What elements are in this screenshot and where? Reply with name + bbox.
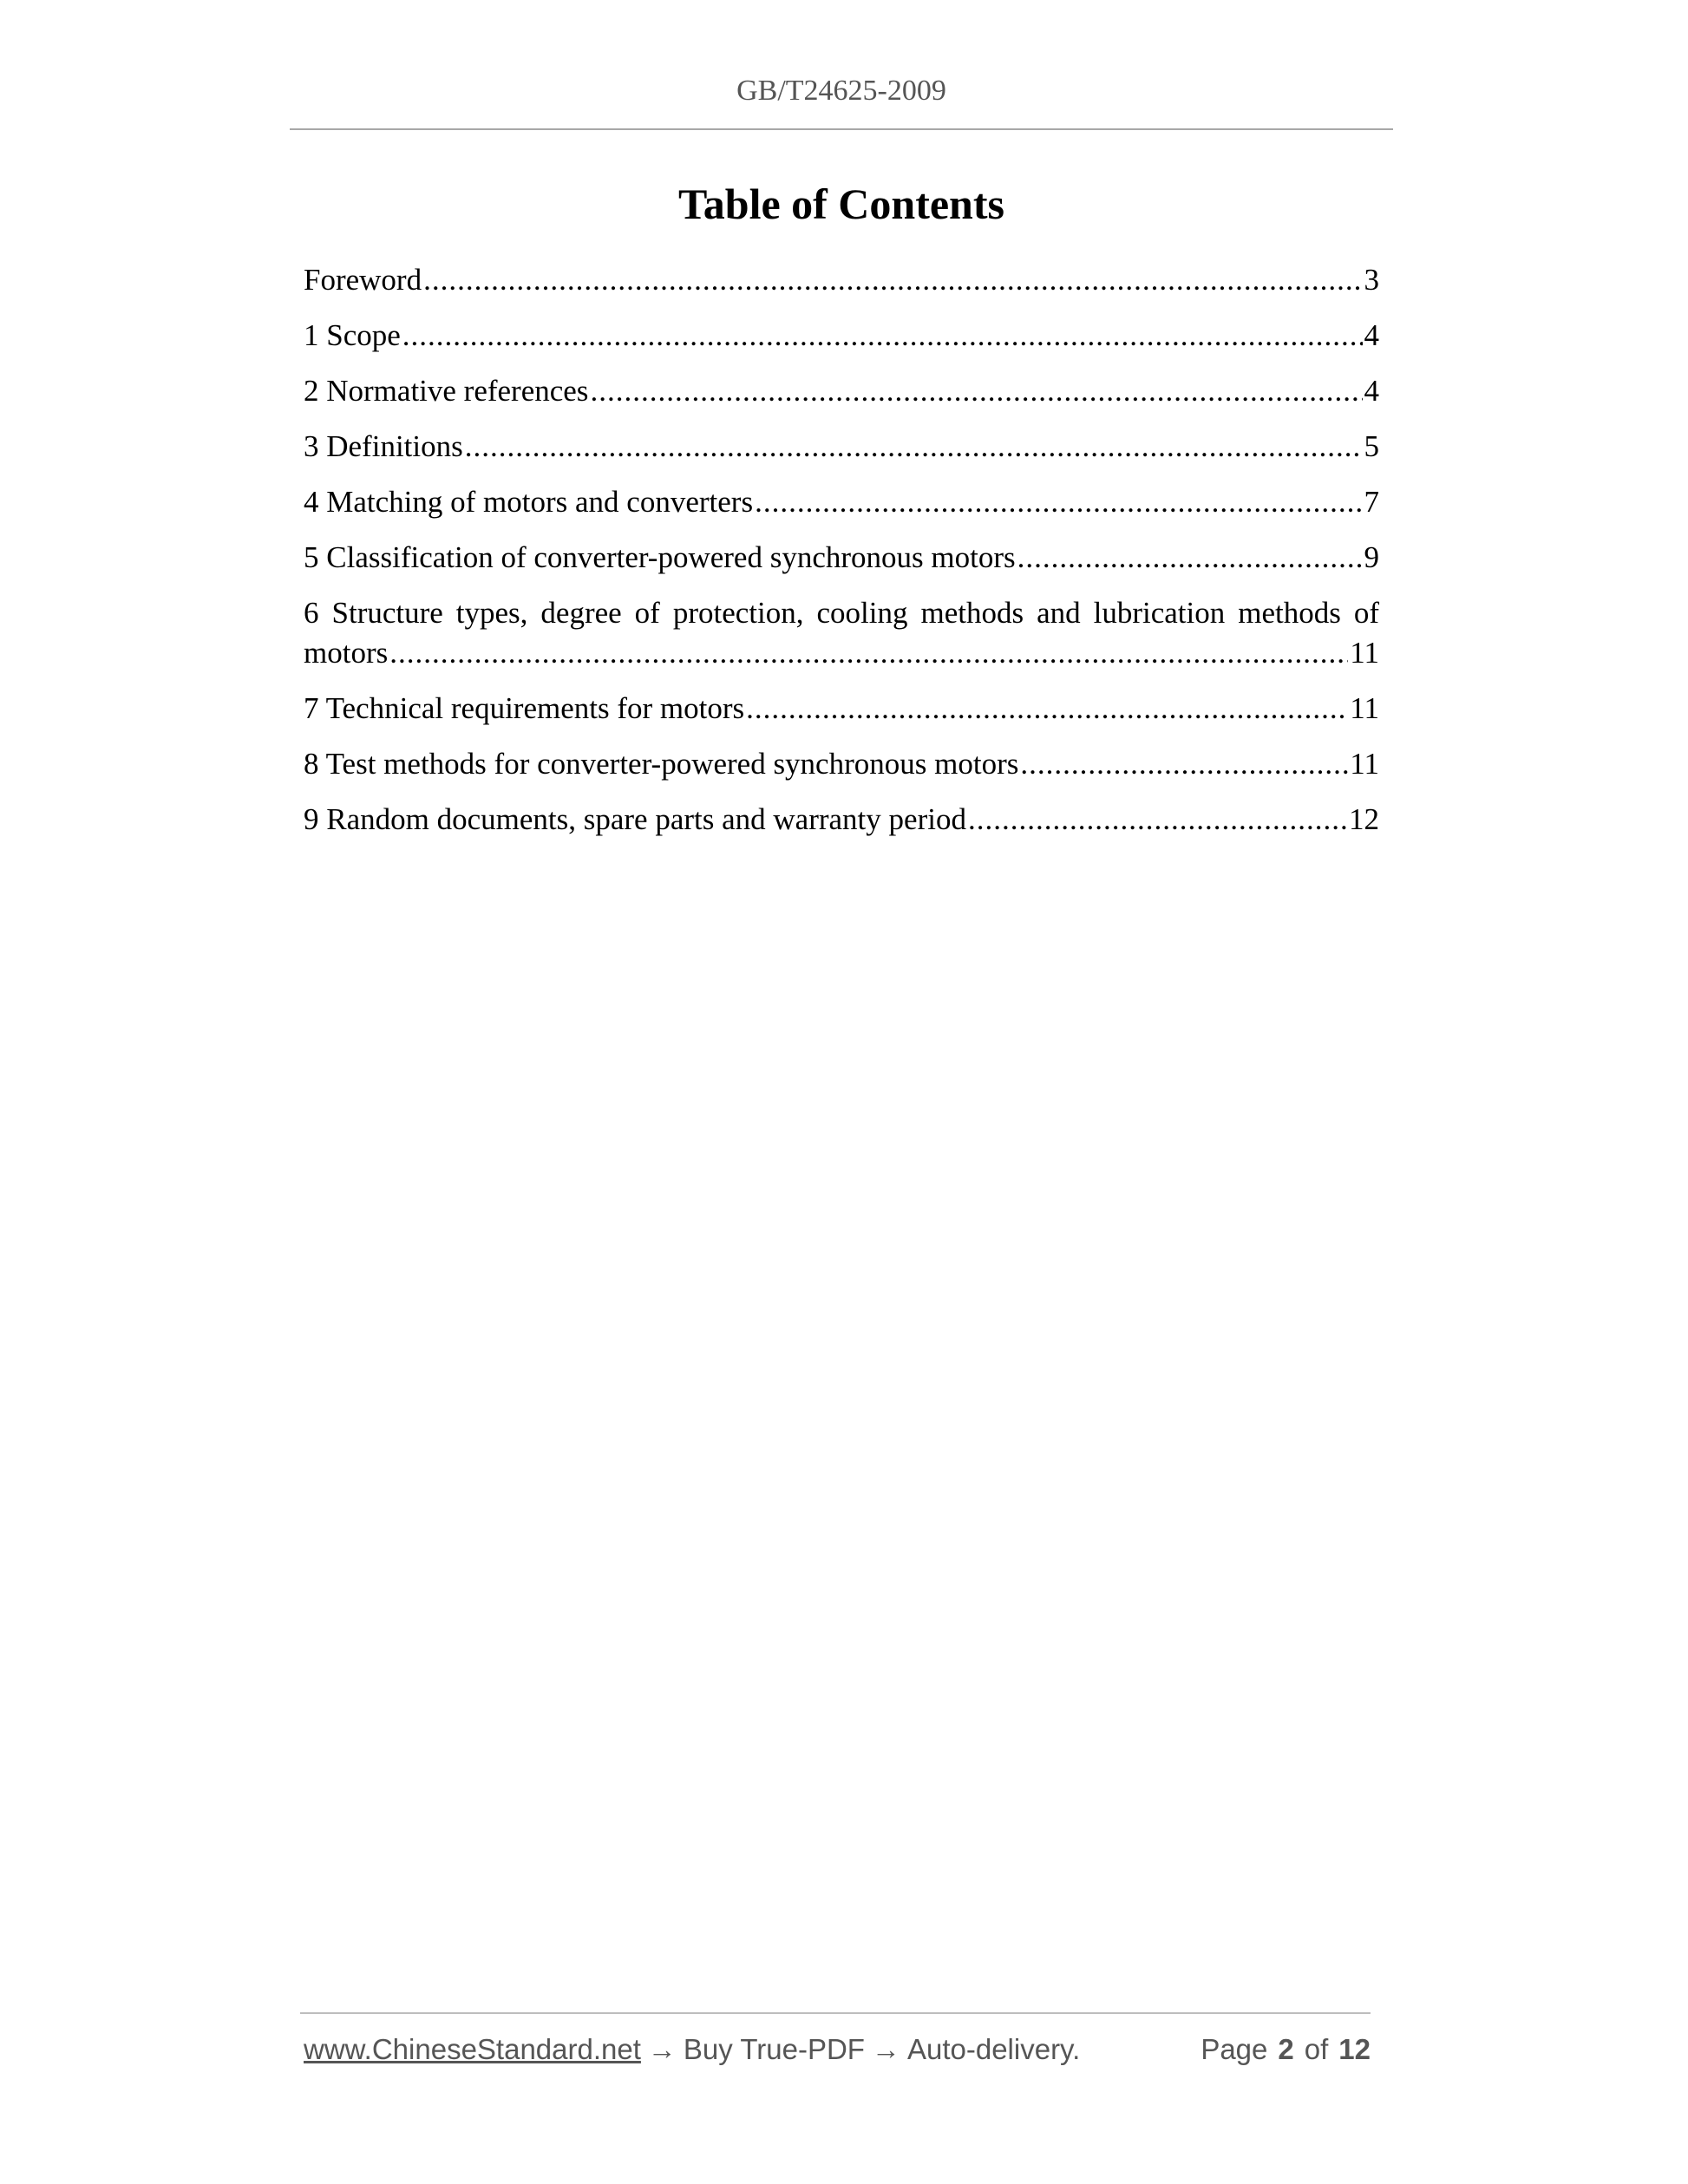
- toc-entry-label: 7 Technical requirements for motors: [304, 691, 745, 725]
- toc-entry-label: 8 Test methods for converter-powered synchronous motors: [304, 747, 1019, 781]
- toc-entry-page: 4: [1364, 318, 1379, 352]
- toc-dot-leader: [755, 482, 1362, 522]
- toc-entry-label: 3 Definitions: [304, 429, 463, 463]
- toc-entry-label: 9 Random documents, spare parts and warranty period: [304, 802, 966, 836]
- toc-dot-leader: [465, 427, 1363, 467]
- toc-entry-label: 2 Normative references: [304, 374, 589, 408]
- toc-dot-leader: [968, 800, 1347, 840]
- toc-entry-normative-references[interactable]: [304, 371, 1379, 411]
- toc-entry-page: 3: [1364, 263, 1379, 297]
- toc-entry-technical-requirements[interactable]: [304, 689, 1379, 729]
- toc-entry-scope[interactable]: [304, 316, 1379, 356]
- total-page-count: 12: [1338, 2033, 1371, 2065]
- page-label: Page: [1201, 2033, 1268, 2065]
- document-code-header: GB/T24625-2009: [736, 75, 946, 107]
- buy-true-pdf-text: Buy True-PDF: [683, 2033, 865, 2065]
- toc-entry-page: 9: [1364, 540, 1379, 574]
- toc-entry-page: 7: [1364, 485, 1379, 519]
- toc-dot-leader: [1020, 744, 1348, 784]
- toc-entry-page: 11: [1350, 691, 1379, 725]
- toc-entry-random-documents[interactable]: [304, 800, 1379, 840]
- toc-entry-classification[interactable]: [304, 538, 1379, 578]
- toc-title: Table of Contents: [678, 180, 1004, 228]
- toc-dot-leader: [1017, 538, 1363, 578]
- toc-entry-label: Foreword: [304, 263, 422, 297]
- toc-entry-matching[interactable]: [304, 482, 1379, 522]
- toc-entry-page: 4: [1364, 374, 1379, 408]
- arrow-right-icon: →: [871, 2033, 900, 2065]
- page-footer: [304, 2033, 1371, 2071]
- site-link[interactable]: www.ChineseStandard.net: [304, 2033, 641, 2065]
- toc-entry-definitions[interactable]: [304, 427, 1379, 467]
- toc-entry-test-methods[interactable]: [304, 744, 1379, 784]
- toc-dot-leader: [423, 260, 1362, 300]
- toc-entry-foreword[interactable]: [304, 260, 1379, 300]
- toc-entry-label-line2: motors: [304, 636, 389, 670]
- footer-divider: [300, 2012, 1371, 2014]
- toc-entry-page: 12: [1349, 802, 1379, 836]
- toc-entry-label: 4 Matching of motors and converters: [304, 485, 754, 519]
- toc-entry-line2: [304, 633, 1379, 673]
- toc-entry-label: 5 Classification of converter-powered synchronous motors: [304, 540, 1016, 574]
- table-of-contents: [304, 260, 1379, 855]
- toc-entry-page: 11: [1350, 636, 1379, 670]
- of-label: of: [1304, 2033, 1329, 2065]
- auto-delivery-text: Auto-delivery.: [906, 2033, 1081, 2065]
- header-divider: [290, 128, 1393, 130]
- toc-dot-leader: [746, 689, 1348, 729]
- toc-dot-leader: [402, 316, 1363, 356]
- toc-entry-page: 5: [1364, 429, 1379, 463]
- toc-entry-page: 11: [1350, 747, 1379, 781]
- toc-entry-label-line1: 6 Structure types, degree of protection, cooling methods and lubrication methods of: [304, 596, 1379, 630]
- toc-dot-leader: [389, 633, 1348, 673]
- toc-dot-leader: [590, 371, 1362, 411]
- arrow-right-icon: →: [647, 2033, 677, 2065]
- toc-entry-label: 1 Scope: [304, 318, 401, 352]
- toc-entry-structure-types[interactable]: [304, 593, 1379, 673]
- current-page-number: 2: [1278, 2033, 1294, 2065]
